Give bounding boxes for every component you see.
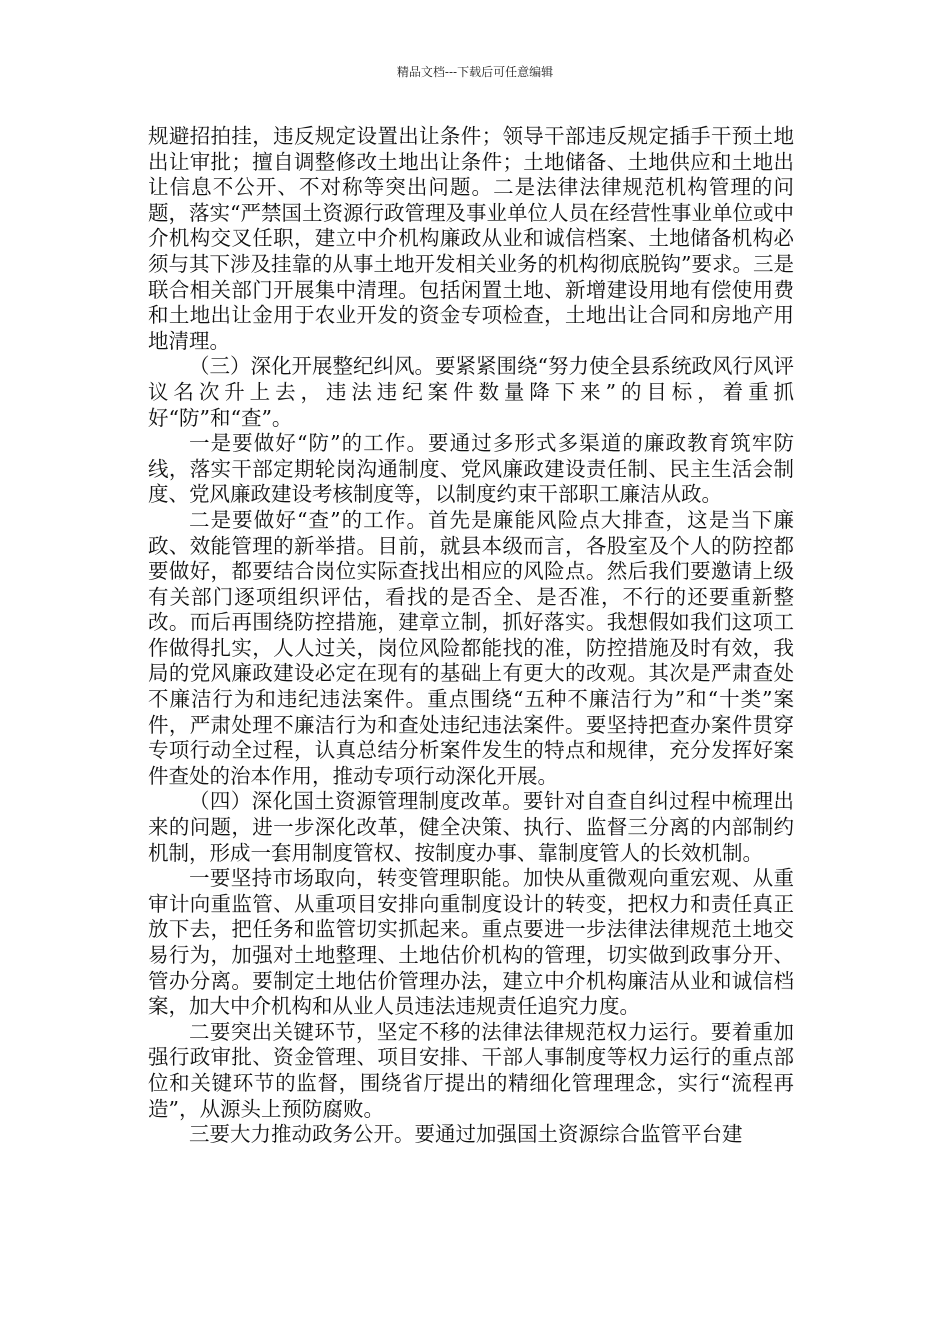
- paragraph-3: 一是要做好“防”的工作。要通过多形式多渠道的廉政教育筑牢防线，落实干部定期轮岗沟通制度、党风廉政建设责任制、民主生活会制度、党风廉政建设考核制度等，以制度约束干部职工廉洁从政。: [148, 431, 794, 507]
- paragraph-5: （四）深化国土资源管理制度改革。要针对自查自纠过程中梳理出来的问题，进一步深化改革，健全决策、执行、监督三分离的内部制约机制，形成一套用制度管权、按制度办事、靠制度管人的长效机制。: [148, 789, 794, 865]
- paragraph-1: 规避招拍挂，违反规定设置出让条件；领导干部违反规定插手干预土地出让审批；擅自调整修改土地出让条件；土地储备、土地供应和土地出让信息不公开、不对称等突出问题。二是法律法律规范机构管理的问题，落实“严禁国土资源行政管理及事业单位人员在经营性事业单位或中介机构交叉任职，建立中介机构廉政从业和诚信档案、土地储备机构必须与其下涉及挂靠的从事土地开发相关业务的机构彻底脱钩”要求。三是联合相关部门开展集中清理。包括闲置土地、新增建设用地有偿使用费和土地出让金用于农业开发的资金专项检查，土地出让合同和房地产用地清理。: [148, 124, 794, 353]
- paragraph-7: 二要突出关键环节，坚定不移的法律法律规范权力运行。要着重加强行政审批、资金管理、项目安排、干部人事制度等权力运行的重点部位和关键环节的监督，围绕省厅提出的精细化管理理念，实行“流程再造”，从源头上预防腐败。: [148, 1019, 794, 1121]
- paragraph-6: 一要坚持市场取向，转变管理职能。加快从重微观向重宏观、从重审计向重监管、从重项目安排向重制度设计的转变，把权力和责任真正放下去，把任务和监管切实抓起来。重点要进一步法律法律规范土地交易行为，加强对土地整理、土地估价机构的管理，切实做到政事分开、管办分离。要制定土地估价管理办法，建立中介机构廉洁从业和诚信档案，加大中介机构和从业人员违法违规责任追究力度。: [148, 866, 794, 1019]
- page-header: 精品文档---下载后可任意编辑: [396, 65, 554, 79]
- paragraph-8: 三要大力推动政务公开。要通过加强国土资源综合监管平台建: [189, 1122, 743, 1147]
- document-body: [148, 124, 794, 1148]
- paragraph-4: 二是要做好“查”的工作。首先是廉能风险点大排查，这是当下廉政、效能管理的新举措。目前，就县本级而言，各股室及个人的防控都要做好，都要结合岗位实际查找出相应的风险点。然后我们要邀请上级有关部门逐项组织评估，看找的是否全、是否准，不行的还要重新整改。而后再围绕防控措施，建章立制，抓好落实。我想假如我们这项工作做得扎实，人人过关，岗位风险都能找的准，防控措施及时有效，我局的党风廉政建设必定在现有的基础上有更大的改观。其次是严肃查处不廉洁行为和违纪违法案件。重点围绕“五种不廉洁行为”和“十类”案件，严肃处理不廉洁行为和查处违纪违法案件。要坚持把查办案件贯穿专项行动全过程，认真总结分析案件发生的特点和规律，充分发挥好案件查处的治本作用，推动专项行动深化开展。: [148, 507, 794, 788]
- paragraph-2: （三）深化开展整纪纠风。要紧紧围绕“努力使全县系统政风行风评议名次升上去，违法违纪案件数量降下来”的目标，着重抓好“防”和“查”。: [148, 354, 794, 430]
